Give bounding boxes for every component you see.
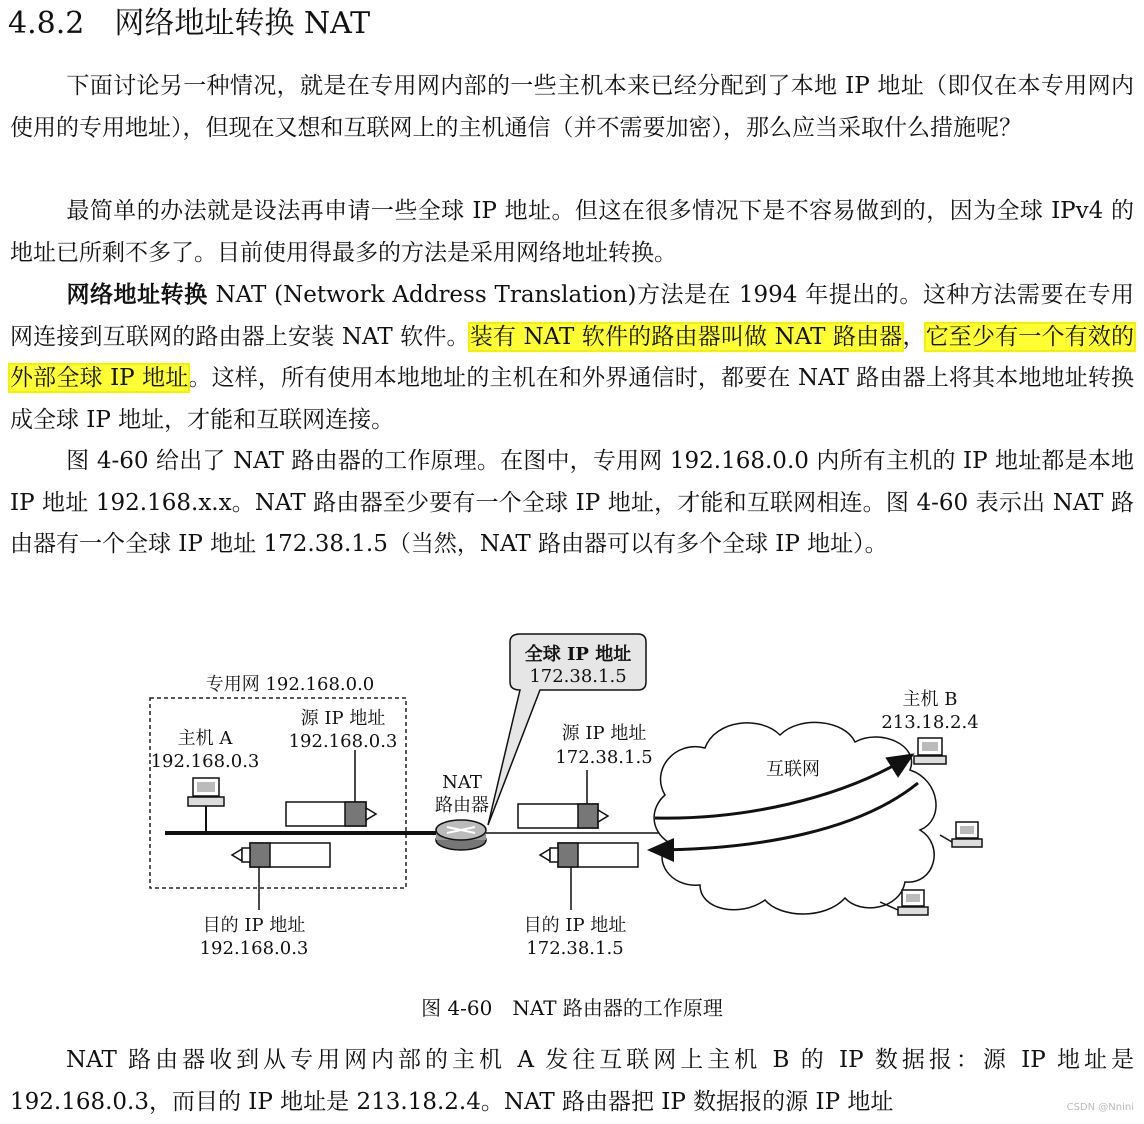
internet-host-icon — [940, 822, 982, 847]
host-b-name: 主机 B — [902, 689, 958, 710]
global-ip-title: 全球 IP 地址 — [524, 644, 632, 665]
paragraph-2 — [10, 191, 1134, 274]
paragraph-1-text: 下面讨论另一种情况，就是在专用网内部的一些主机本来已经分配到了本地 IP 地址（即仅在本专用网内使用的专用地址），但现在又想和互联网上的主机通信（并不需要加密），那么应当采取什么措施呢？ — [10, 73, 1134, 141]
section-heading — [8, 4, 370, 44]
paragraph-3-comma: ， — [902, 323, 926, 350]
dst-ip-label-private: 目的 IP 地址 — [202, 915, 306, 936]
dst-ip-value-public: 172.38.1.5 — [526, 938, 624, 959]
paragraph-3-text-b: 。这样，所有使用本地地址的主机在和外界通信时，都要在 NAT 路由器上将其本地地址转换成全球 IP 地址，才能和互联网连接。 — [10, 365, 1134, 433]
paragraph-4-text: 图 4-60 给出了 NAT 路由器的工作原理。在图中，专用网 192.168.0.0 内所有主机的 IP 地址都是本地 IP 地址 192.168.x.x。NAT 路由器至少要有一个全球 IP 地址，才能和互联网相连。图 4-60 表示出 NAT 路由器有一个全球 IP 地址 172.38.1.5（当然，NAT 路由器可以有多个全球 IP 地址）。 — [10, 448, 1134, 558]
host-b-computer-icon — [914, 738, 946, 764]
outgoing-packet-public — [518, 804, 608, 828]
paragraph-2-text: 最简单的办法就是设法再申请一些全球 IP 地址。但这在很多情况下是不容易做到的，因为全球 IPv4 的地址已所剩不多了。目前使用得最多的方法是采用网络地址转换。 — [10, 198, 1134, 266]
paragraph-1 — [10, 66, 1134, 149]
host-a-name: 主机 A — [177, 728, 233, 749]
paragraph-3 — [10, 275, 1134, 441]
dst-ip-label-public: 目的 IP 地址 — [523, 915, 627, 936]
paragraph-5 — [10, 1040, 1134, 1123]
src-ip-label-public: 源 IP 地址 — [561, 723, 647, 744]
src-ip-label-private: 源 IP 地址 — [300, 708, 386, 729]
outgoing-packet-private — [286, 802, 376, 826]
section-title: 网络地址转换 NAT — [114, 6, 371, 41]
nat-label-2: 路由器 — [435, 795, 489, 816]
incoming-packet-public — [540, 843, 638, 867]
incoming-packet-private — [232, 843, 330, 867]
nat-router-icon — [436, 820, 486, 850]
host-b-ip: 213.18.2.4 — [881, 712, 979, 733]
nat-term: 网络地址转换 — [66, 282, 208, 308]
nat-label-1: NAT — [442, 772, 482, 793]
src-ip-value-private: 192.168.0.3 — [288, 731, 398, 752]
paragraph-3-text-a: NAT (Network Address Translation)方法是在 1994 年提出的。这种方法需要在专用网连接到互联网的路由器上安装 NAT 软件。 — [10, 282, 1135, 350]
highlight-nat-router: 装有 NAT 软件的路由器叫做 NAT 路由器 — [469, 323, 903, 350]
src-ip-value-public: 172.38.1.5 — [555, 747, 653, 768]
global-ip-value: 172.38.1.5 — [529, 666, 627, 687]
internet-label: 互联网 — [766, 759, 820, 780]
paragraph-5-text: NAT 路由器收到从专用网内部的主机 A 发往互联网上主机 B 的 IP 数据报：源 IP 地址是 192.168.0.3，而目的 IP 地址是 213.18.2.4。NAT 路由器把 IP 数据报的源 IP 地址 — [10, 1047, 1134, 1115]
section-number: 4.8.2 — [8, 6, 85, 41]
watermark: CSDN @Nnini — [1066, 1102, 1134, 1113]
host-a-computer-icon — [188, 778, 224, 833]
paragraph-4 — [10, 441, 1134, 566]
figure-caption: 图 4-60 NAT 路由器的工作原理 — [421, 996, 723, 1020]
host-a-ip: 192.168.0.3 — [150, 751, 260, 772]
private-network-label: 专用网 192.168.0.0 — [205, 674, 375, 695]
highlight-global-ip: 它至少有一个有效的外部全球 IP 地址 — [10, 323, 1135, 392]
nat-diagram — [0, 620, 1144, 990]
dst-ip-value-private: 192.168.0.3 — [199, 938, 309, 959]
